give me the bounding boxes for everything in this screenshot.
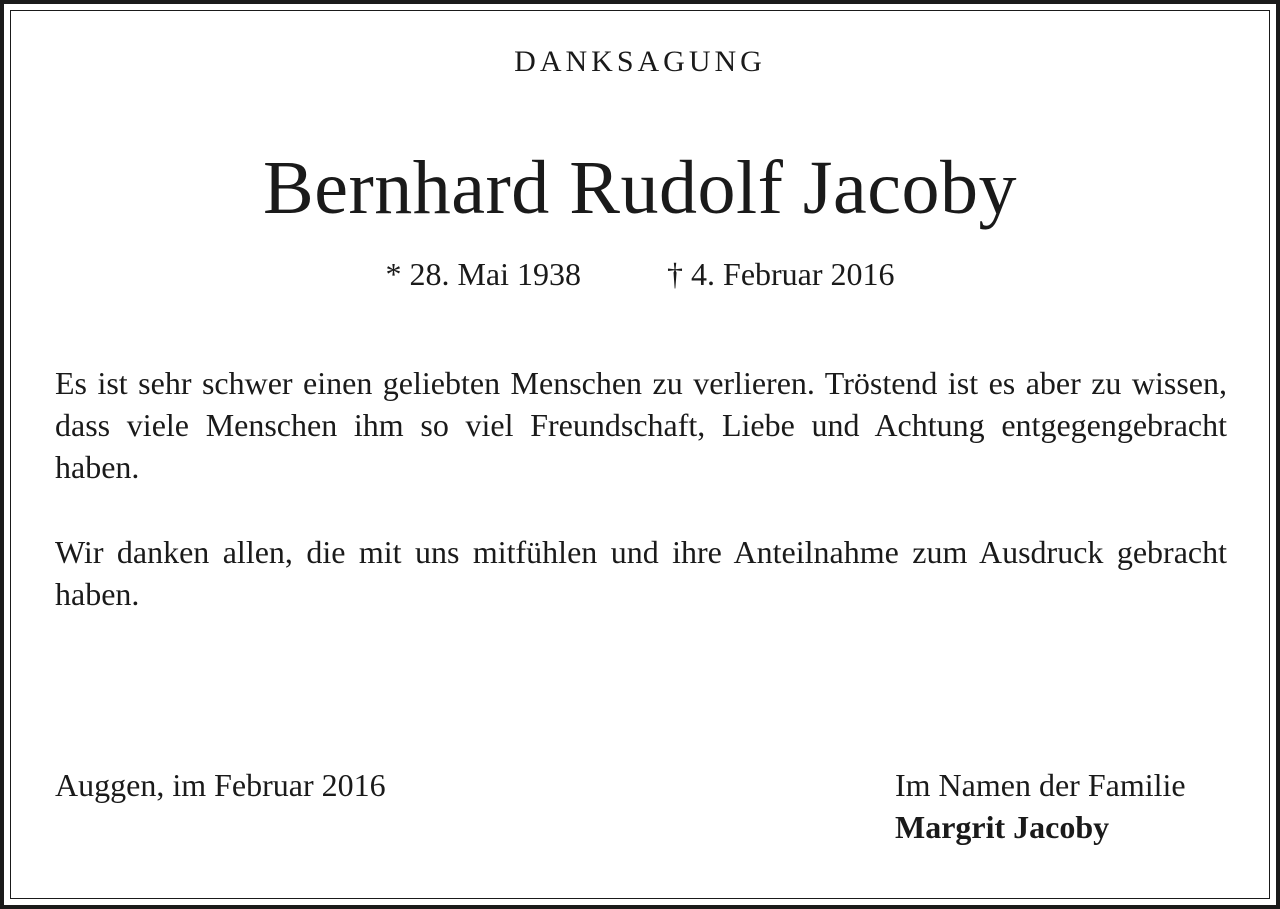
deceased-name: Bernhard Rudolf Jacoby bbox=[263, 146, 1017, 230]
signer-name: Margrit Jacoby bbox=[895, 809, 1110, 845]
birth-date: * 28. Mai 1938 bbox=[385, 256, 582, 292]
signature-line: Im Namen der Familie bbox=[895, 767, 1186, 803]
thanks-paragraph-2: Wir danken allen, die mit uns mitfühlen und ihre Anteilnahme zum Ausdruck gebracht haben. bbox=[55, 534, 1227, 612]
place-and-date: Auggen, im Februar 2016 bbox=[55, 767, 386, 803]
notice-heading: DANKSAGUNG bbox=[514, 45, 766, 78]
thanks-paragraph-1: Es ist sehr schwer einen geliebten Menschen zu verlieren. Tröstend ist es aber zu wissen, dass viele Menschen ihm so viel Freundschaft, Liebe und Achtung entgegengebracht haben. bbox=[55, 365, 1227, 485]
death-date: † 4. Februar 2016 bbox=[667, 256, 895, 292]
signature-block bbox=[895, 764, 1186, 848]
life-dates bbox=[0, 254, 1280, 294]
